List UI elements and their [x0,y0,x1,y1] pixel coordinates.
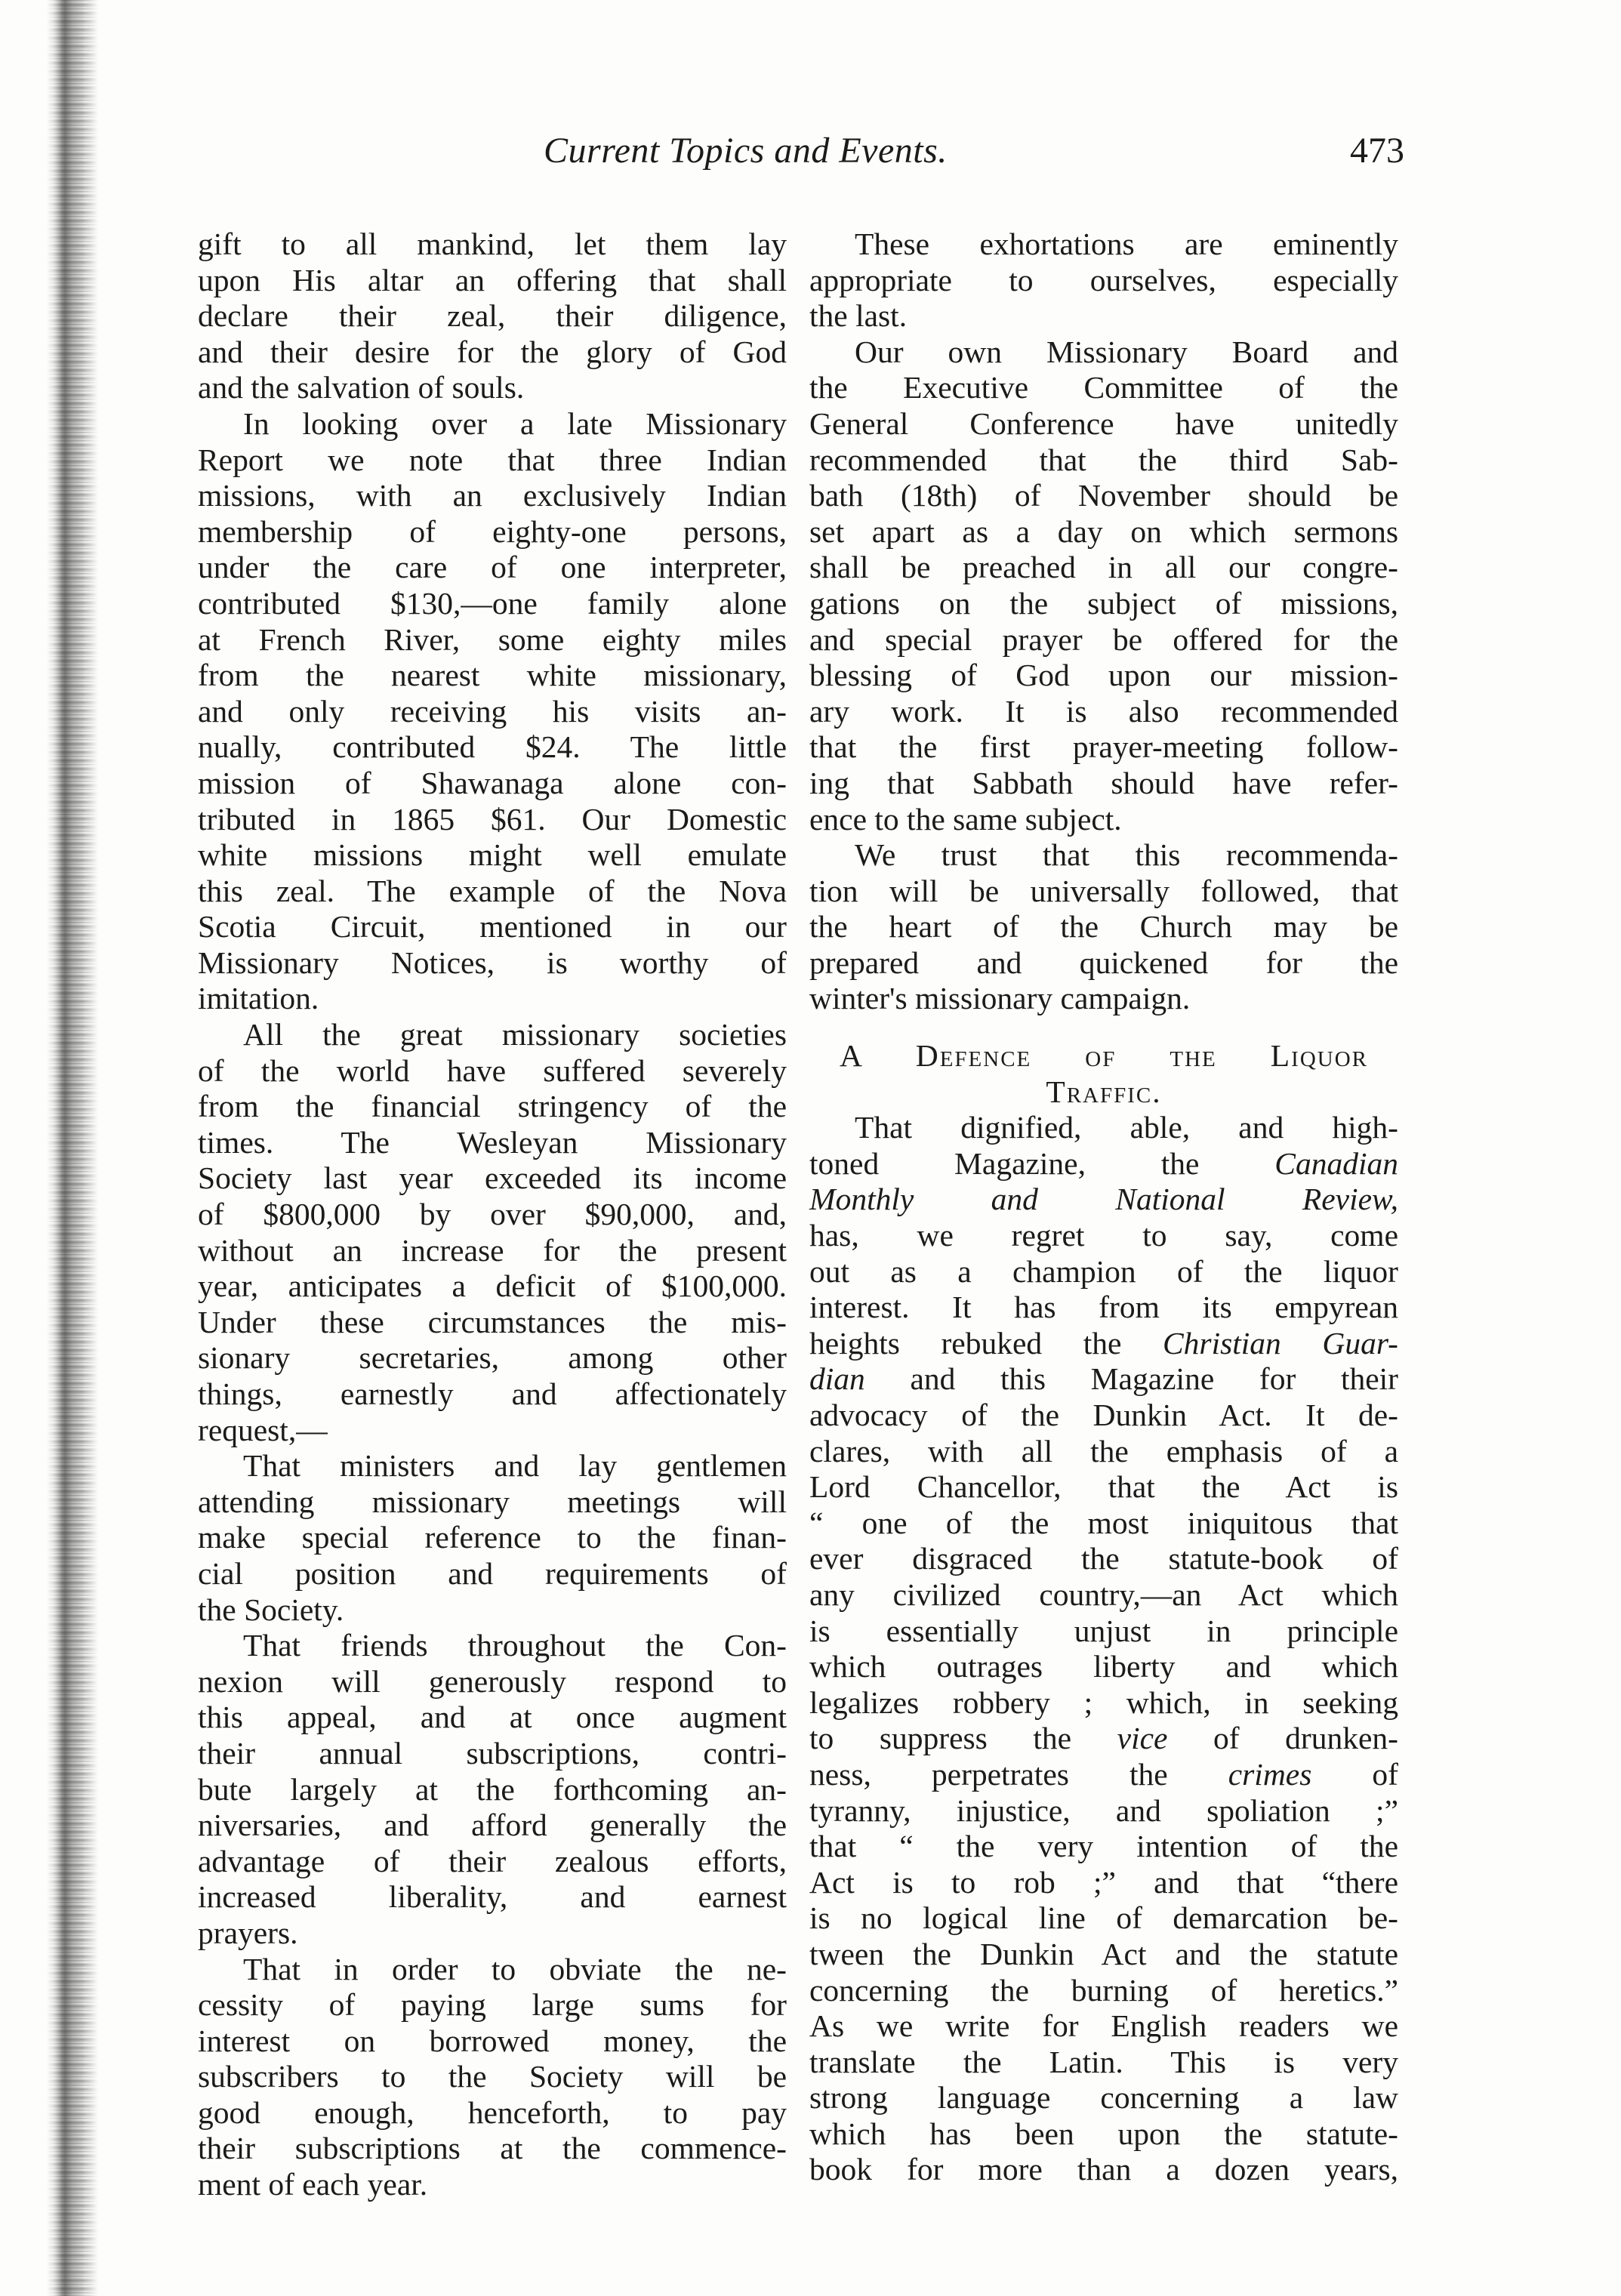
text-run: this appeal, and at once augment [198,1700,787,1735]
text-run: These exhortations are eminently [855,227,1398,261]
text-run: nually, contributed $24. The little [198,729,787,765]
text-run: strong language concerning a law [809,2080,1398,2116]
text-line [198,729,787,766]
text-line [198,1017,787,1053]
text-line [809,1469,1398,1505]
text-run: membership of eighty-one persons, [198,513,787,549]
text-line [809,1326,1398,1362]
text-line [198,1376,787,1413]
text-run: That dignified, able, and high- [855,1110,1398,1145]
text-run: General Conference have unitedly [809,405,1398,441]
page-header [196,130,1404,183]
text-line [809,945,1398,982]
text-line [198,514,787,550]
text-run: under the care of one interpreter, [198,550,787,585]
text-line [198,2131,787,2167]
text-run: translate the Latin. This is very [809,2044,1398,2079]
text-run: and special prayer be offered for the [809,621,1398,657]
text-run: things, earnestly and affectionately [198,1376,787,1411]
text-run: Traffic. [1046,1074,1162,1109]
text-run: missions, with an exclusively Indian [198,478,787,513]
text-run: that “ the very intention of the [809,1829,1398,1864]
text-run: bute largely at the forthcoming an- [198,1771,787,1807]
text-run: without an increase for the present [198,1232,787,1268]
text-run: legalizes robbery ; which, in seeking [809,1684,1398,1720]
text-run: the heart of the Church may be [809,909,1398,945]
italic-run: crimes [1228,1756,1312,1792]
text-run: ness, perpetrates the [809,1756,1228,1792]
text-line [809,478,1398,514]
text-run: subscribers to the Society will be [198,2059,787,2094]
text-run: tween the Dunkin Act and the statute [809,1936,1398,1971]
text-run: from the financial stringency of the [198,1089,787,1124]
text-line [198,802,787,838]
text-line [198,1448,787,1484]
italic-run: vice [1117,1721,1168,1756]
text-line [198,478,787,514]
text-line [198,837,787,874]
text-run: at French River, some eighty miles [198,621,787,657]
text-run-after: of drunken- [1167,1721,1398,1756]
text-line [809,1110,1398,1146]
text-run: Our own Missionary Board and [855,334,1398,369]
italic-run: Monthly and National Review, [809,1182,1398,1217]
text-line [809,1541,1398,1577]
text-line [198,227,787,263]
text-line [809,1290,1398,1326]
text-run: the Society. [198,1592,344,1627]
text-line [198,2167,787,2203]
text-run: tion will be universally followed, that [809,873,1398,908]
text-run: As we write for English readers we [809,2008,1398,2044]
text-run: That in order to obviate the ne- [243,1951,787,1986]
text-run: mission of Shawanaga alone con- [198,765,787,800]
text-line [809,1146,1398,1182]
text-run: concerning the burning of heretics.” [809,1972,1398,2008]
text-run: nexion will generously respond to [198,1663,787,1699]
text-run: Report we note that three Indian [198,442,787,477]
text-run: Lord Chancellor, that the Act is [809,1469,1398,1505]
text-line [198,945,787,982]
text-run: prepared and quickened for the [809,945,1398,980]
right-column [809,227,1398,2188]
text-line [198,1089,787,1125]
text-run: any civilized country,—an Act which [809,1576,1398,1612]
text-line [198,2059,787,2095]
text-run: Under these circumstances the mis- [198,1304,787,1339]
text-line [198,1987,787,2023]
text-line [198,1160,787,1197]
text-run: appropriate to ourselves, especially [809,262,1398,297]
text-run: ary work. It is also recommended [809,693,1398,729]
text-run: white missions might well emulate [198,837,787,873]
text-line [198,550,787,586]
text-line [809,1793,1398,1829]
text-run: winter's missionary campaign. [809,981,1191,1016]
text-line [809,1398,1398,1434]
text-line [809,406,1398,442]
italic-run: Canadian [1274,1145,1398,1181]
text-line [809,1721,1398,1757]
text-line [198,1736,787,1772]
text-line [198,1808,787,1844]
text-run: and the salvation of souls. [198,370,525,405]
text-line [198,263,787,299]
text-line [198,694,787,730]
binding-edge [0,0,113,2296]
text-line [198,622,787,658]
text-run: of the world have suffered severely [198,1052,787,1088]
text-line [198,874,787,910]
text-run: upon His altar an offering that shall [198,262,787,297]
text-line [809,1829,1398,1865]
text-run: the Executive Committee of the [809,370,1398,405]
text-line [198,909,787,945]
text-line [198,1268,787,1305]
text-line [198,658,787,694]
text-line [809,837,1398,874]
text-line [198,442,787,479]
text-run: and only receiving his visits an- [198,693,787,729]
text-line [198,766,787,802]
text-run: times. The Wesleyan Missionary [198,1124,787,1160]
text-line [198,1915,787,1952]
text-run: make special reference to the finan- [198,1520,787,1555]
text-line [809,1865,1398,1901]
text-line [198,1125,787,1161]
text-run: which outrages liberty and which [809,1649,1398,1684]
text-run: to suppress the [809,1721,1117,1756]
text-line [809,1434,1398,1470]
text-line [198,1484,787,1521]
text-line [198,2023,787,2060]
text-run: interest. It has from its empyrean [809,1290,1398,1325]
text-run: prayers. [198,1915,298,1950]
text-line [809,802,1398,838]
italic-run: Christian Guar- [1162,1325,1398,1361]
text-line [809,2116,1398,2153]
text-line [198,1556,787,1592]
text-line [809,729,1398,766]
text-run: heights rebuked the [809,1325,1163,1361]
text-line [198,298,787,334]
text-run: All the great missionary societies [243,1017,787,1052]
text-run: In looking over a late Missionary [243,405,787,441]
page-number: 473 [1350,131,1404,171]
text-line [809,981,1398,1017]
text-line [809,1685,1398,1721]
text-run: Society last year exceeded its income [198,1160,787,1196]
text-run: toned Magazine, the [809,1145,1275,1181]
text-run: cial position and requirements of [198,1555,787,1591]
text-line [809,658,1398,694]
text-line [809,1613,1398,1650]
text-line [198,1413,787,1449]
text-run: imitation. [198,981,319,1016]
left-column [198,227,787,2203]
text-run: recommended that the third Sab- [809,442,1398,477]
text-line [198,1340,787,1376]
text-run: tributed in 1865 $61. Our Domestic [198,801,787,837]
text-line [809,1937,1398,1973]
text-run: their subscriptions at the commence- [198,2131,787,2166]
text-line [198,1197,787,1233]
text-run: this zeal. The example of the Nova [198,873,787,908]
text-run: clares, with all the emphasis of a [809,1433,1398,1469]
text-run: cessity of paying large sums for [198,1987,787,2023]
text-line [198,1233,787,1269]
text-run: contributed $130,—one family alone [198,585,787,621]
text-run: Act is to rob ;” and that “there [809,1864,1398,1900]
text-line [809,694,1398,730]
text-run: We trust that this recommenda- [855,837,1398,873]
text-line [809,622,1398,658]
text-run: book for more than a dozen years, [809,2152,1398,2187]
text-line [809,1649,1398,1685]
text-run: advocacy of the Dunkin Act. It de- [809,1398,1398,1432]
text-line [809,263,1398,299]
text-line [198,406,787,442]
text-line [809,2080,1398,2116]
text-run: That friends throughout the Con- [243,1628,787,1663]
text-line [198,1592,787,1629]
text-run: and their desire for the glory of God [198,334,787,369]
text-run: good enough, henceforth, to pay [198,2094,787,2130]
text-run: of $800,000 by over $90,000, and, [198,1197,787,1232]
text-run: bath (18th) of November should be [809,478,1398,513]
text-run: ment of each year. [198,2167,428,2202]
text-run: the last. [809,298,908,334]
text-line [809,1218,1398,1254]
text-line [809,1361,1398,1398]
text-run: ever disgraced the statute-book of [809,1541,1398,1576]
text-run: is no logical line of demarcation be- [809,1900,1398,1936]
text-run: set apart as a day on which sermons [809,513,1398,549]
text-line [198,1772,787,1808]
text-line [198,2095,787,2131]
text-run: tyranny, injustice, and spoliation ;” [809,1792,1398,1828]
text-line [198,1879,787,1915]
text-run: sionary secretaries, among other [198,1340,787,1376]
text-run: request,— [198,1412,328,1447]
running-title: Current Topics and Events. [544,131,948,171]
italic-run: dian [809,1361,865,1397]
text-run: advantage of their zealous efforts, [198,1843,787,1878]
section-heading-continued [809,1074,1398,1111]
text-run: from the nearest white missionary, [198,658,787,693]
text-run: Scotia Circuit, mentioned in our [198,909,787,945]
text-run: Missionary Notices, is worthy of [198,945,787,980]
text-line [198,1700,787,1736]
text-run: attending missionary meetings will [198,1484,787,1519]
text-line [809,442,1398,479]
text-run: their annual subscriptions, contri- [198,1735,787,1771]
text-run: ing that Sabbath should have refer- [809,765,1398,800]
text-line [809,586,1398,622]
text-line [198,1053,787,1089]
text-line [809,874,1398,910]
text-run: that the first prayer-meeting follow- [809,729,1398,765]
text-line [809,227,1398,263]
text-run: “ one of the most iniquitous that [809,1505,1398,1540]
text-line [809,334,1398,371]
text-run-after: and this Magazine for their [864,1361,1398,1397]
text-run: A Defence of the Liquor [840,1038,1368,1074]
text-line [809,1577,1398,1613]
text-line [809,909,1398,945]
text-line [809,298,1398,334]
text-run: year, anticipates a deficit of $100,000. [198,1268,787,1304]
text-line [198,981,787,1017]
text-run: interest on borrowed money, the [198,2023,787,2058]
text-line [809,766,1398,802]
text-run: niversaries, and afford generally the [198,1808,787,1843]
text-run: That ministers and lay gentlemen [243,1448,787,1484]
text-line [198,1305,787,1341]
text-run: increased liberality, and earnest [198,1879,787,1915]
text-run: blessing of God upon our mission- [809,658,1398,693]
text-line [198,1628,787,1664]
text-line [198,370,787,406]
text-line [809,1757,1398,1793]
text-run: is essentially unjust in principle [809,1613,1398,1648]
text-line [809,1505,1398,1542]
text-run: shall be preached in all our congre- [809,550,1398,585]
text-line [809,514,1398,550]
text-line [809,1973,1398,2009]
text-line [809,1182,1398,1218]
text-line [809,2008,1398,2045]
section-heading [809,1038,1398,1074]
text-line [809,1900,1398,1937]
text-run: out as a champion of the liquor [809,1253,1398,1289]
text-line [198,1952,787,1988]
text-line [198,334,787,371]
text-line [809,370,1398,406]
text-line [809,1254,1398,1290]
text-run: gift to all mankind, let them lay [198,227,787,261]
text-run-after: of [1311,1756,1398,1792]
text-run: which has been upon the statute- [809,2116,1398,2151]
text-run: declare their zeal, their diligence, [198,298,787,334]
text-line [198,1520,787,1556]
text-line [198,1664,787,1700]
text-run: has, we regret to say, come [809,1218,1398,1253]
text-line [198,1844,787,1880]
text-line [809,2045,1398,2081]
text-line [198,586,787,622]
text-run: ence to the same subject. [809,801,1122,837]
text-line [809,550,1398,586]
text-line [809,2152,1398,2188]
text-run: gations on the subject of missions, [809,585,1398,621]
